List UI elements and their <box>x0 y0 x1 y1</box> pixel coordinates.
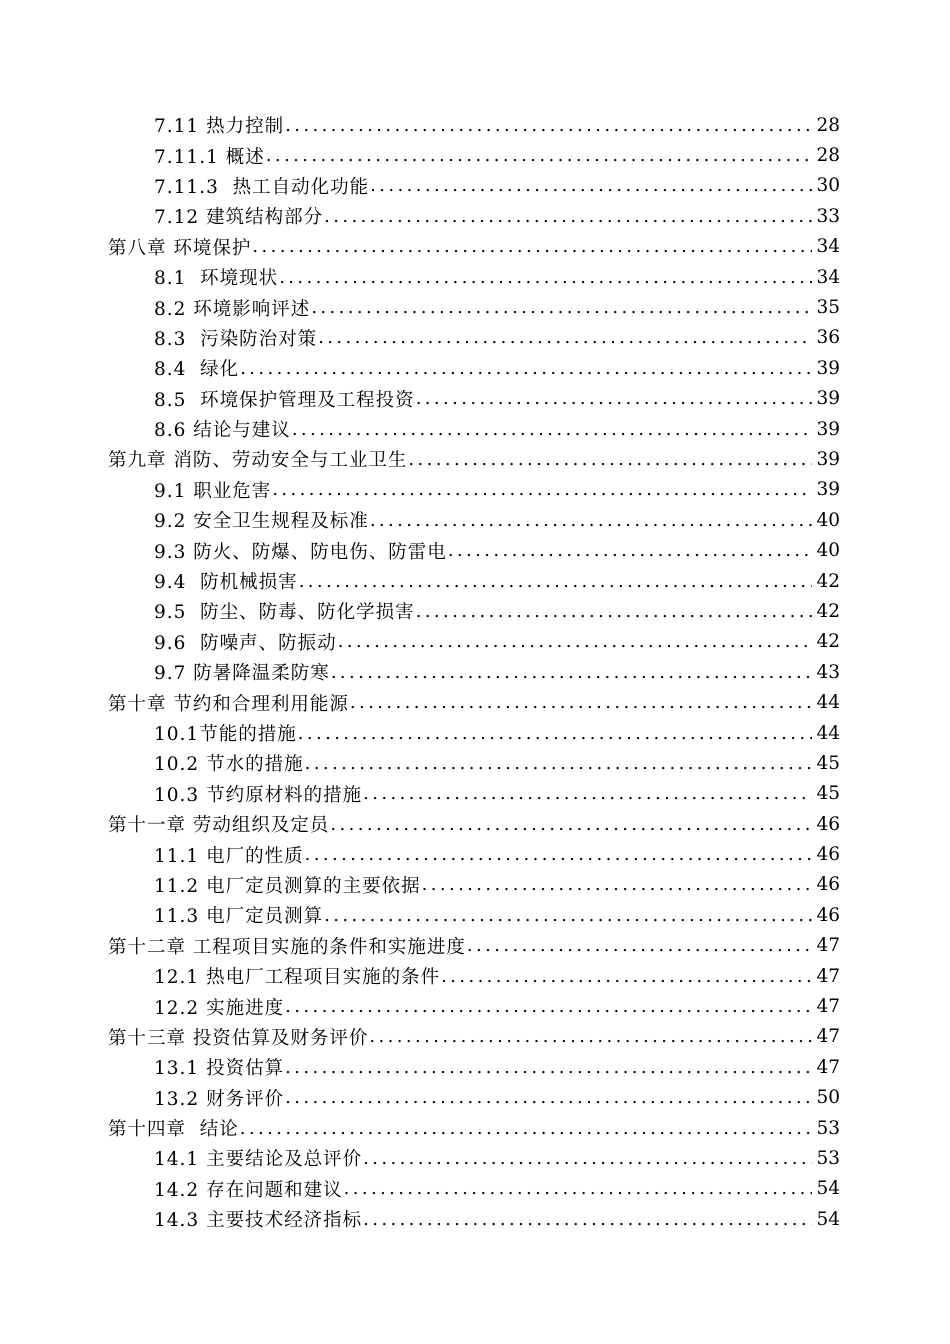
toc-entry-label: 14.3 主要技术经济指标 <box>154 1210 363 1232</box>
toc-dot-leader <box>305 753 812 774</box>
toc-section-entry[interactable] <box>0 1052 950 1082</box>
toc-dot-leader <box>285 115 812 136</box>
toc-entry-label: 第八章 环境保护 <box>108 237 252 259</box>
toc-section-entry[interactable] <box>0 1174 950 1204</box>
toc-entry-label: 9.1 职业危害 <box>154 480 272 502</box>
toc-dot-leader <box>370 510 812 531</box>
toc-section-entry[interactable] <box>0 627 950 657</box>
toc-page-number: 44 <box>816 692 840 714</box>
toc-page-number: 54 <box>816 1208 840 1230</box>
toc-dot-leader <box>331 662 812 683</box>
toc-dot-leader <box>240 358 812 379</box>
toc-section-entry[interactable] <box>0 384 950 414</box>
toc-entry-label: 9.6 防噪声、防振动 <box>154 632 337 654</box>
toc-entry-label: 11.2 电厂定员测算的主要依据 <box>154 875 421 897</box>
toc-entry-label: 第九章 消防、劳动安全与工业卫生 <box>108 450 408 472</box>
toc-section-entry[interactable] <box>0 140 950 170</box>
toc-entry-label: 9.7 防暑降温柔防寒 <box>154 663 330 685</box>
toc-dot-leader <box>338 631 812 652</box>
toc-page-number: 44 <box>816 722 840 744</box>
toc-section-entry[interactable] <box>0 171 950 201</box>
toc-section-entry[interactable] <box>0 201 950 231</box>
toc-section-entry[interactable] <box>0 961 950 991</box>
toc-entry-label: 8.6 结论与建议 <box>154 420 291 442</box>
toc-entry-label: 10.1节能的措施 <box>154 724 297 745</box>
toc-dot-leader <box>279 267 812 288</box>
toc-page-number: 39 <box>816 479 840 501</box>
toc-section-entry[interactable] <box>0 596 950 626</box>
toc-entry-label: 9.3 防火、防爆、防电伤、防雷电 <box>154 541 447 563</box>
toc-page-number: 42 <box>816 600 840 622</box>
toc-chapter-entry[interactable] <box>0 1113 950 1143</box>
toc-entry-label: 9.5 防尘、防毒、防化学损害 <box>154 602 415 624</box>
toc-section-entry[interactable] <box>0 505 950 535</box>
toc-chapter-entry[interactable] <box>0 687 950 717</box>
toc-entry-label: 7.11.1 概述 <box>154 146 265 168</box>
toc-section-entry[interactable] <box>0 292 950 322</box>
toc-page-number: 54 <box>816 1178 840 1200</box>
toc-section-entry[interactable] <box>0 991 950 1021</box>
toc-entry-label: 12.2 实施进度 <box>154 997 285 1019</box>
toc-page-number: 39 <box>816 418 840 440</box>
toc-section-entry[interactable] <box>0 566 950 596</box>
toc-page-number: 28 <box>816 145 840 167</box>
toc-entry-label: 10.2 节水的措施 <box>154 754 304 776</box>
toc-entry-label: 11.3 电厂定员测算 <box>154 906 324 928</box>
toc-dot-leader <box>285 996 812 1017</box>
toc-dot-leader <box>370 175 812 196</box>
toc-dot-leader <box>441 966 812 987</box>
toc-section-entry[interactable] <box>0 748 950 778</box>
toc-entry-label: 8.2 环境影响评述 <box>154 298 311 320</box>
toc-dot-leader <box>252 236 812 257</box>
toc-entry-label: 11.1 电厂的性质 <box>154 845 304 867</box>
toc-section-entry[interactable] <box>0 900 950 930</box>
toc-page-number: 46 <box>816 904 840 926</box>
toc-entry-label: 7.12 建筑结构部分 <box>154 207 324 229</box>
toc-dot-leader <box>305 844 812 865</box>
toc-page-number: 42 <box>816 570 840 592</box>
toc-dot-leader <box>311 297 812 318</box>
toc-entry-label: 14.2 存在问题和建议 <box>154 1179 343 1201</box>
toc-entry-label: 8.4 绿化 <box>154 359 240 381</box>
toc-chapter-entry[interactable] <box>0 931 950 961</box>
toc-page-number: 47 <box>816 935 840 957</box>
toc-page-number: 43 <box>816 661 840 683</box>
toc-section-entry[interactable] <box>0 414 950 444</box>
toc-page-number: 46 <box>816 844 840 866</box>
toc-page-number: 42 <box>816 631 840 653</box>
table-of-contents <box>0 110 950 1234</box>
toc-entry-label: 7.11.3 热工自动化功能 <box>154 176 370 198</box>
toc-dot-leader <box>324 206 812 227</box>
toc-section-entry[interactable] <box>0 353 950 383</box>
toc-dot-leader <box>240 1118 812 1139</box>
toc-dot-leader <box>369 1026 812 1047</box>
toc-page-number: 50 <box>816 1087 840 1109</box>
toc-dot-leader <box>363 1209 812 1230</box>
toc-page-number: 39 <box>816 448 840 470</box>
toc-page-number: 30 <box>816 175 840 197</box>
toc-chapter-entry[interactable] <box>0 232 950 262</box>
toc-page-number: 45 <box>816 783 840 805</box>
toc-dot-leader <box>324 905 812 926</box>
toc-entry-label: 9.4 防机械损害 <box>154 572 298 594</box>
toc-dot-leader <box>285 1087 812 1108</box>
toc-dot-leader <box>363 783 812 804</box>
toc-page-number: 53 <box>816 1147 840 1169</box>
toc-page-number: 46 <box>816 813 840 835</box>
toc-dot-leader <box>350 692 812 713</box>
toc-entry-label: 13.2 财务评价 <box>154 1088 285 1110</box>
toc-page-number: 47 <box>816 1026 840 1048</box>
toc-page-number: 34 <box>816 236 840 258</box>
toc-section-entry[interactable] <box>0 110 950 140</box>
toc-chapter-entry[interactable] <box>0 809 950 839</box>
toc-dot-leader <box>408 449 812 470</box>
toc-dot-leader <box>344 1178 812 1199</box>
toc-section-entry[interactable] <box>0 657 950 687</box>
toc-section-entry[interactable] <box>0 1143 950 1173</box>
toc-entry-label: 14.1 主要结论及总评价 <box>154 1149 363 1171</box>
toc-chapter-entry[interactable] <box>0 1022 950 1052</box>
toc-chapter-entry[interactable] <box>0 444 950 474</box>
toc-section-entry[interactable] <box>0 262 950 292</box>
toc-entry-label: 8.3 污染防治对策 <box>154 328 318 350</box>
toc-page-number: 45 <box>816 752 840 774</box>
toc-entry-label: 8.1 环境现状 <box>154 268 279 290</box>
toc-dot-leader <box>448 540 812 561</box>
toc-page-number: 36 <box>816 327 840 349</box>
toc-dot-leader <box>422 874 812 895</box>
toc-section-entry[interactable] <box>0 779 950 809</box>
toc-dot-leader <box>299 571 812 592</box>
toc-page-number: 47 <box>816 1056 840 1078</box>
toc-dot-leader <box>272 479 812 500</box>
toc-entry-label: 第十章 节约和合理利用能源 <box>108 693 349 715</box>
toc-page-number: 34 <box>816 266 840 288</box>
toc-page-number: 47 <box>816 996 840 1018</box>
toc-page-number: 33 <box>816 205 840 227</box>
toc-section-entry[interactable] <box>0 870 950 900</box>
toc-section-entry[interactable] <box>0 1204 950 1234</box>
toc-page-number: 47 <box>816 965 840 987</box>
toc-dot-leader <box>285 1057 812 1078</box>
toc-page-number: 28 <box>816 114 840 136</box>
toc-dot-leader <box>266 145 812 166</box>
toc-section-entry[interactable] <box>0 839 950 869</box>
toc-entry-label: 7.11 热力控制 <box>154 116 285 138</box>
toc-page-number: 46 <box>816 874 840 896</box>
toc-section-entry[interactable] <box>0 475 950 505</box>
toc-section-entry[interactable] <box>0 323 950 353</box>
toc-page-number: 35 <box>816 297 840 319</box>
toc-page-number: 39 <box>816 388 840 410</box>
toc-entry-label: 13.1 投资估算 <box>154 1058 285 1080</box>
toc-entry-label: 8.5 环境保护管理及工程投资 <box>154 389 415 411</box>
toc-page-number: 40 <box>816 509 840 531</box>
toc-dot-leader <box>298 723 812 744</box>
toc-dot-leader <box>467 935 812 956</box>
toc-dot-leader <box>318 327 812 348</box>
toc-entry-label: 第十二章 工程项目实施的条件和实施进度 <box>108 936 466 958</box>
toc-entry-label: 10.3 节约原材料的措施 <box>154 784 363 806</box>
toc-entry-label: 12.1 热电厂工程项目实施的条件 <box>154 967 441 989</box>
toc-dot-leader <box>416 601 812 622</box>
toc-section-entry[interactable] <box>0 718 950 748</box>
toc-entry-label: 第十四章 结论 <box>108 1119 239 1141</box>
toc-section-entry[interactable] <box>0 1083 950 1113</box>
toc-entry-label: 第十一章 劳动组织及定员 <box>108 815 330 837</box>
toc-dot-leader <box>416 388 812 409</box>
toc-dot-leader <box>363 1148 812 1169</box>
toc-page-number: 40 <box>816 540 840 562</box>
toc-page-number: 53 <box>816 1117 840 1139</box>
toc-section-entry[interactable] <box>0 535 950 565</box>
toc-dot-leader <box>330 814 812 835</box>
toc-page-number: 39 <box>816 357 840 379</box>
toc-entry-label: 第十三章 投资估算及财务评价 <box>108 1027 369 1049</box>
toc-dot-leader <box>292 419 812 440</box>
toc-entry-label: 9.2 安全卫生规程及标准 <box>154 511 369 533</box>
